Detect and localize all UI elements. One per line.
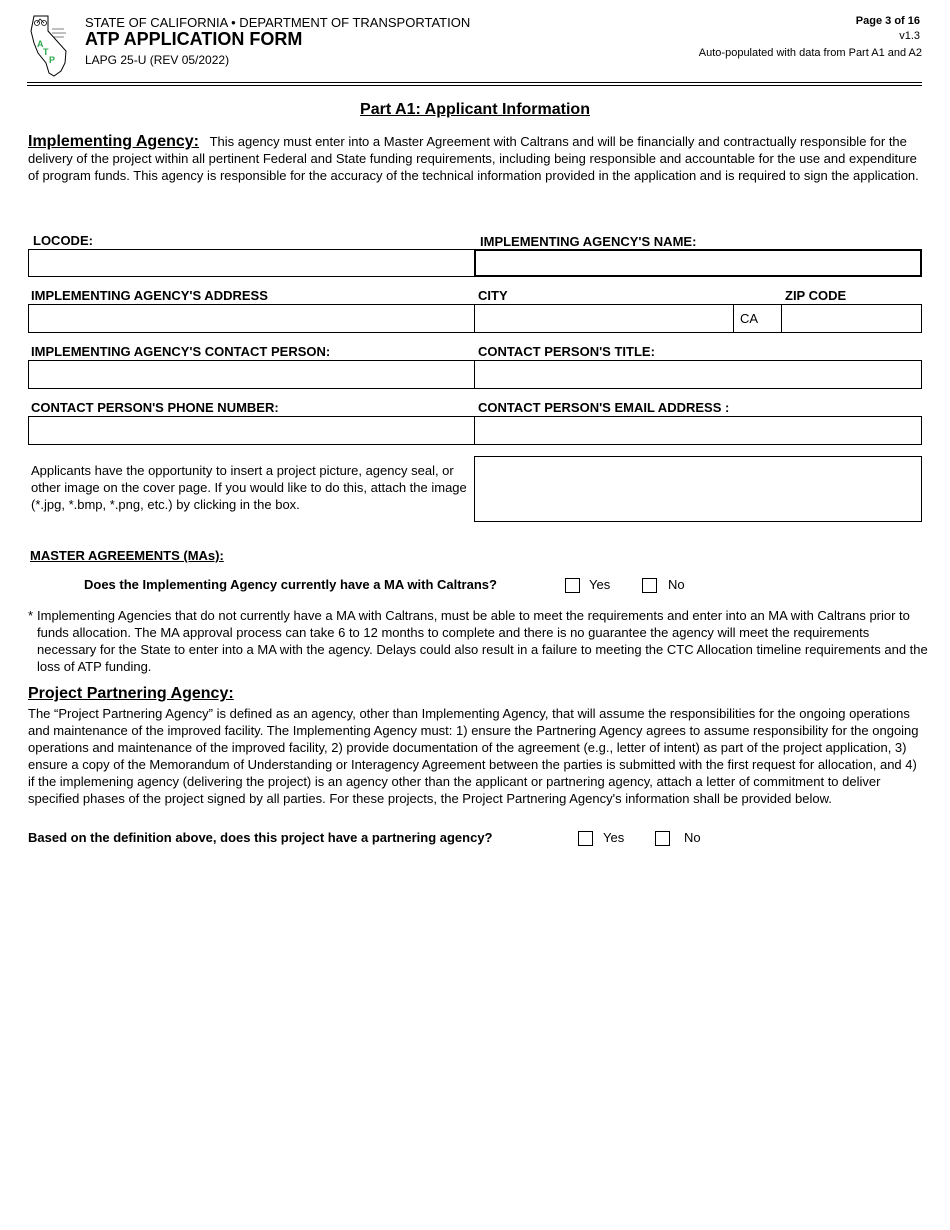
section-title: Part A1: Applicant Information <box>360 101 590 118</box>
zip-field[interactable] <box>781 304 922 333</box>
ma-yes-checkbox[interactable] <box>565 578 580 593</box>
svg-text:A: A <box>37 39 44 49</box>
partnering-yes-label: Yes <box>603 830 625 845</box>
contact-email-label: CONTACT PERSON'S EMAIL ADDRESS : <box>478 400 730 415</box>
agency-line: STATE OF CALIFORNIA • DEPARTMENT OF TRANSPORTATION <box>85 15 471 30</box>
contact-title-field[interactable] <box>474 360 922 389</box>
implementing-agency-heading: Implementing Agency: <box>28 133 199 150</box>
image-upload-instructions: Applicants have the opportunity to insert a project picture, agency seal, or other image on the cover page. If you would like to do this, attach the image (*.jpg, *.bmp, *.png, etc.) by clicking in the box. <box>31 463 467 512</box>
contact-email-field[interactable] <box>474 416 922 445</box>
address-label: IMPLEMENTING AGENCY'S ADDRESS <box>31 288 268 303</box>
master-agreements-heading: MASTER AGREEMENTS (MAs): <box>30 548 224 563</box>
contact-phone-field[interactable] <box>28 416 475 445</box>
auto-populated-note: Auto-populated with data from Part A1 and A2 <box>698 47 922 59</box>
locode-label: LOCODE: <box>33 233 93 248</box>
ma-no-checkbox[interactable] <box>642 578 657 593</box>
header-divider-bottom <box>27 85 922 86</box>
agency-name-label: IMPLEMENTING AGENCY'S NAME: <box>480 234 697 249</box>
ma-no-label: No <box>668 577 685 592</box>
form-title: ATP APPLICATION FORM <box>85 29 303 49</box>
partnering-no-label: No <box>684 830 701 845</box>
city-field[interactable] <box>474 304 734 333</box>
zip-label: ZIP CODE <box>785 288 847 303</box>
partnering-agency-heading: Project Partnering Agency: <box>28 685 234 702</box>
state-value: CA <box>740 311 759 326</box>
svg-text:T: T <box>43 47 49 57</box>
implementing-agency-description <box>28 133 920 184</box>
ma-note <box>28 607 928 675</box>
city-label: CITY <box>478 288 508 303</box>
partnering-question: Based on the definition above, does this project have a partnering agency? <box>28 830 493 845</box>
ma-note-text: Implementing Agencies that do not currently have a MA with Caltrans, must be able to meet the requirements and enter into an MA with Caltrans prior to funds allocation. The MA approval process can take 6 to 12 months to complete and there is no guarantee the agency will meet the requirements necessary for the State to enter into a MA with the agency. Delays could also result in a failure to meeting the CTC Allocation timeline requirements and the loss of ATP funding. <box>37 608 928 674</box>
caltrans-atp-logo <box>28 13 70 79</box>
image-upload-box[interactable] <box>474 456 922 522</box>
address-field[interactable] <box>28 304 475 333</box>
contact-title-label: CONTACT PERSON'S TITLE: <box>478 344 655 359</box>
contact-person-field[interactable] <box>28 360 475 389</box>
agency-name-field[interactable] <box>474 249 922 277</box>
svg-text:P: P <box>49 55 56 65</box>
partnering-no-checkbox[interactable] <box>655 831 670 846</box>
contact-phone-label: CONTACT PERSON'S PHONE NUMBER: <box>31 400 279 415</box>
implementing-agency-text: This agency must enter into a Master Agreement with Caltrans and will be financially and contractually responsible for the delivery of the project within all pertinent Federal and State funding requirements, including being responsible and accountable for the use and expenditure of program funds. This agency is responsible for the accuracy of the technical information provided in the application and is required to sign the application. <box>28 134 919 183</box>
form-version: v1.3 <box>899 30 920 42</box>
contact-person-label: IMPLEMENTING AGENCY'S CONTACT PERSON: <box>31 344 331 359</box>
ma-yes-label: Yes <box>589 577 611 592</box>
ma-question: Does the Implementing Agency currently have a MA with Caltrans? <box>84 577 497 592</box>
form-revision: LAPG 25-U (REV 05/2022) <box>85 53 230 67</box>
header-divider-top <box>27 82 922 83</box>
page-number: Page 3 of 16 <box>855 15 920 27</box>
partnering-yes-checkbox[interactable] <box>578 831 593 846</box>
partnering-agency-text: The “Project Partnering Agency” is defined as an agency, other than Implementing Agency, that will assume the responsibilities for the ongoing operations and maintenance of the improved facility. The Implementing Agency must: 1) ensure the Partnering Agency agrees to assume responsibility for the ongoing operations and maintenance of the improved facility, 2) provide documentation of the agreement (e.g., letter of intent) as part of the project application, 3) ensure a copy of the Memorandum of Understanding or Interagency Agreement between the parties is submitted with the first request for allocation, and 4) if the implemening agency (delivering the project) is an agency other than the applicant or partnering agency, attach a letter of commitment to deliver specified phases of the project signed by all parties. For these projects, the Project Partnering Agency's information shall be provided below. <box>28 706 919 806</box>
locode-field[interactable] <box>28 249 475 277</box>
ma-note-asterisk: * <box>28 608 34 623</box>
